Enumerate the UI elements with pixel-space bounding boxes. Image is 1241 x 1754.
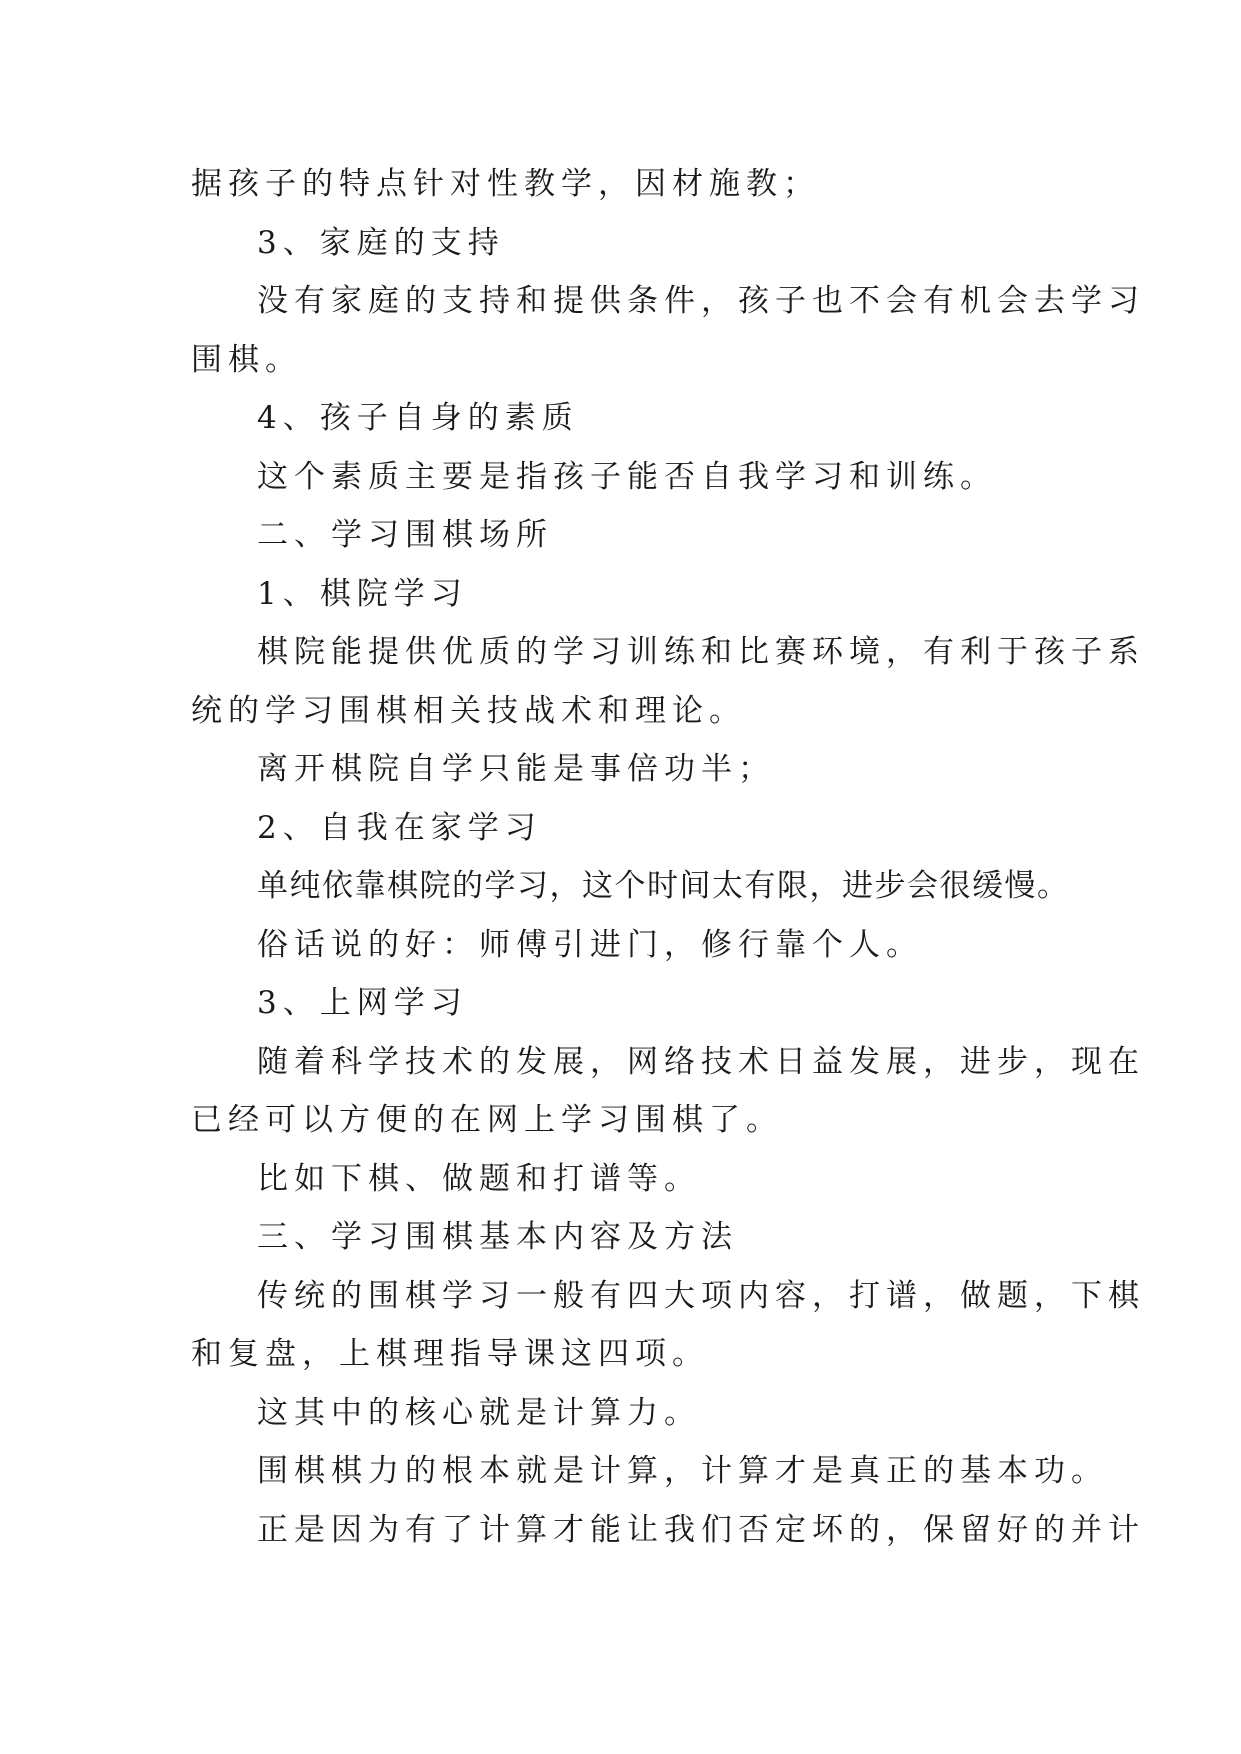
text-line: 据孩子的特点针对性教学，因材施教； [191, 166, 820, 202]
heading-family-support: 3、家庭的支持 [257, 224, 505, 261]
text-line: 已经可以方便的在网上学习围棋了。 [191, 1102, 783, 1138]
text-line: 传统的围棋学习一般有四大项内容，打谱，做题，下棋 [257, 1277, 1145, 1314]
text-line: 围棋棋力的根本就是计算，计算才是真正的基本功。 [257, 1453, 1108, 1489]
text-line: 单纯依靠棋院的学习，这个时间太有限，进步会很缓慢。 [257, 868, 1070, 904]
text-line: 统的学习围棋相关技战术和理论。 [191, 692, 746, 729]
section-heading-content-methods: 三、学习围棋基本内容及方法 [257, 1219, 738, 1255]
text-line: 棋院能提供优质的学习训练和比赛环境，有利于孩子系 [257, 634, 1145, 670]
text-line: 围棋。 [191, 341, 302, 378]
heading-academy-study: 1、棋院学习 [257, 575, 468, 612]
text-line: 这个素质主要是指孩子能否自我学习和训练。 [257, 458, 997, 495]
text-line: 离开棋院自学只能是事倍功半； [257, 751, 775, 787]
text-line: 正是因为有了计算才能让我们否定坏的，保留好的并计 [257, 1511, 1145, 1548]
text-line: 和复盘，上棋理指导课这四项。 [191, 1336, 709, 1372]
text-line: 比如下棋、做题和打谱等。 [257, 1160, 701, 1197]
heading-home-study: 2、自我在家学习 [257, 809, 542, 846]
text-line: 俗话说的好：师傅引进门，修行靠个人。 [257, 926, 923, 963]
text-line: 没有家庭的支持和提供条件，孩子也不会有机会去学习 [257, 283, 1145, 319]
heading-child-quality: 4、孩子自身的素质 [257, 400, 579, 436]
heading-online-study: 3、上网学习 [257, 985, 468, 1021]
body-text [191, 155, 1145, 1559]
text-line: 这其中的核心就是计算力。 [257, 1394, 701, 1431]
text-line: 随着科学技术的发展，网络技术日益发展，进步，现在 [257, 1043, 1145, 1080]
section-heading-places: 二、学习围棋场所 [257, 517, 553, 553]
